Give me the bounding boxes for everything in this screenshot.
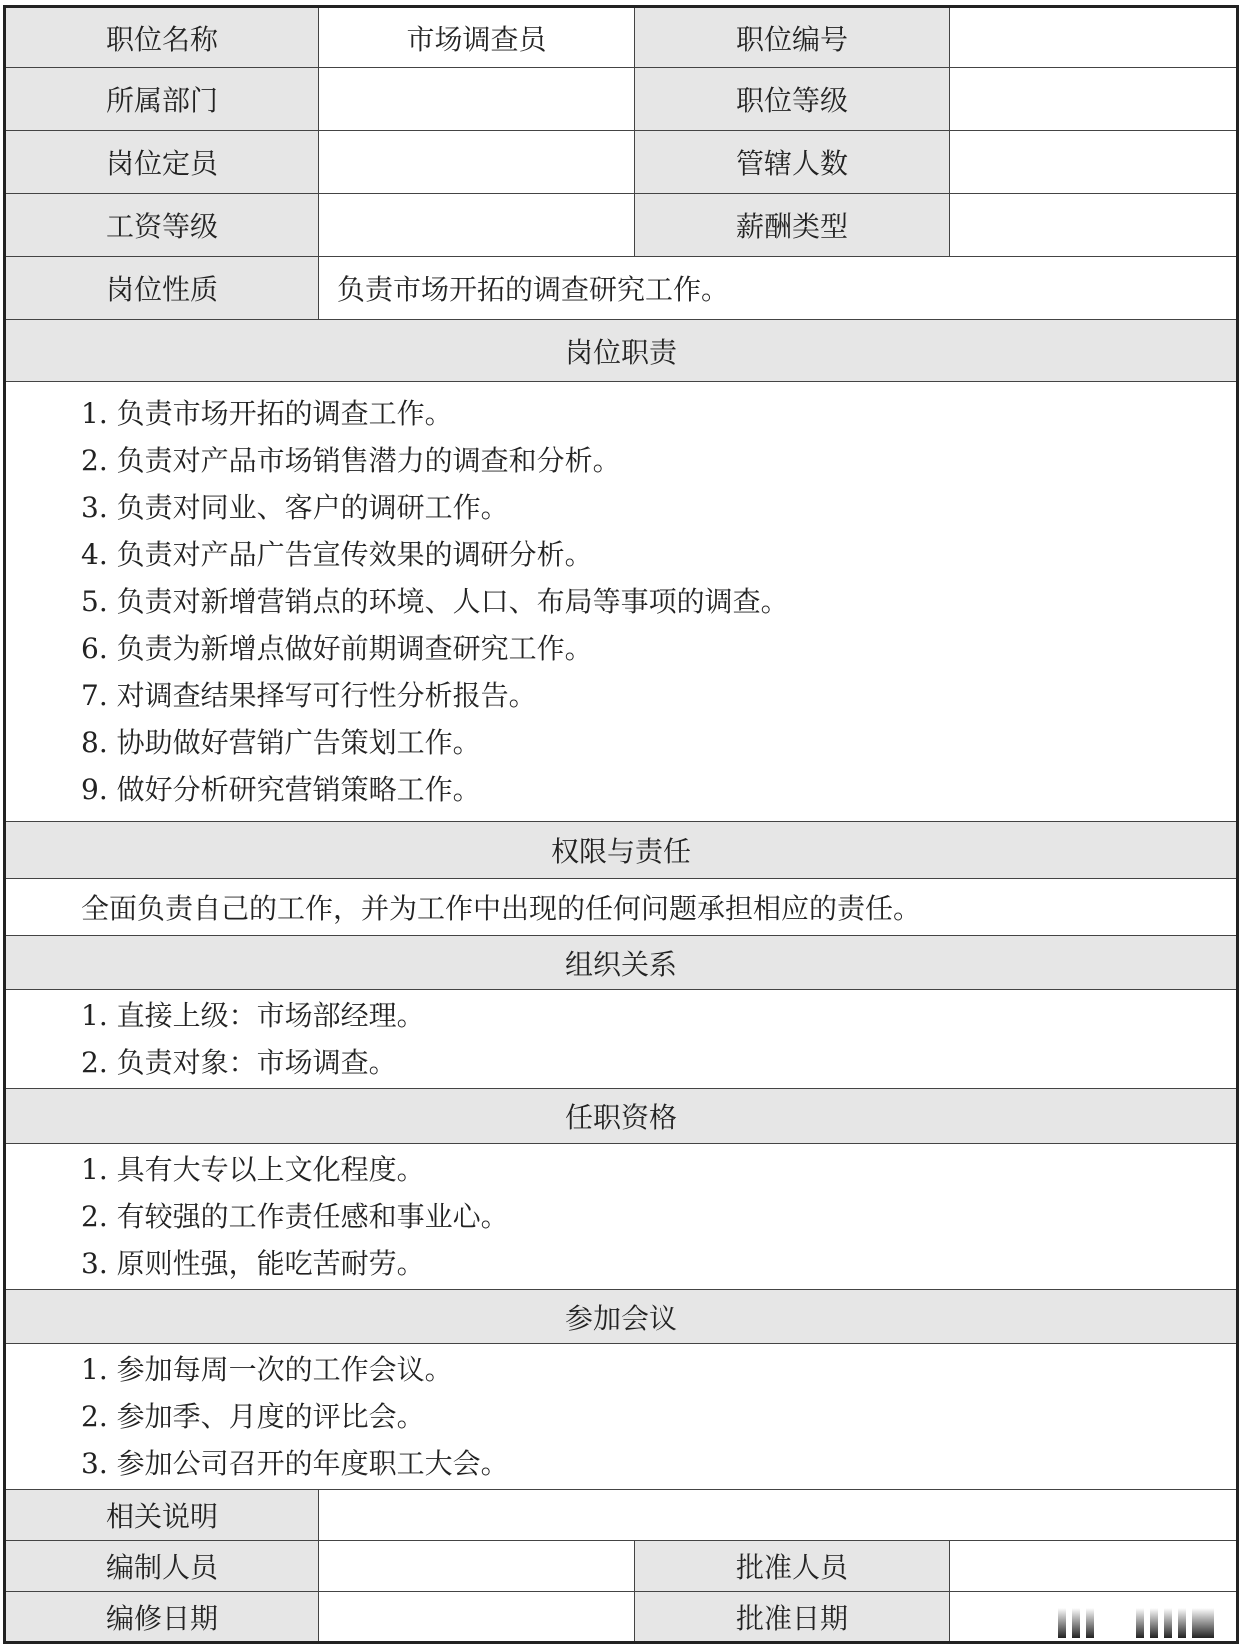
label-revision-date: 编修日期 [5,1592,319,1643]
watermark-icon [1058,1608,1214,1638]
list-item: 1. 具有大专以上文化程度。 [81,1153,425,1186]
label-approval-date: 批准日期 [635,1592,950,1643]
label-nature: 岗位性质 [5,257,319,320]
label-position-code: 职位编号 [635,7,950,68]
label-department: 所属部门 [5,68,319,131]
label-position-level: 职位等级 [635,68,950,131]
section-duties-title: 岗位职责 [5,320,1238,382]
list-item: 4. 负责对产品广告宣传效果的调研分析。 [81,538,593,571]
row-headcount [5,131,1238,194]
value-prepared-by [319,1541,635,1592]
row-salary-grade [5,194,1238,257]
list-item: 1. 直接上级：市场部经理。 [81,999,425,1032]
row-position-name [5,7,1238,68]
value-department [319,68,635,131]
list-item: 3. 原则性强，能吃苦耐劳。 [81,1247,425,1280]
value-position-name: 市场调查员 [319,7,635,68]
section-meetings-title: 参加会议 [5,1290,1238,1344]
list-item: 3. 负责对同业、客户的调研工作。 [81,491,509,524]
section-qualifications-title: 任职资格 [5,1089,1238,1144]
list-item: 2. 有较强的工作责任感和事业心。 [81,1200,509,1233]
value-notes [319,1490,1238,1541]
list-item: 2. 负责对象：市场调查。 [81,1046,397,1079]
section-org-title: 组织关系 [5,936,1238,990]
list-item: 5. 负责对新增营销点的环境、人口、布局等事项的调查。 [81,585,789,618]
value-nature: 负责市场开拓的调查研究工作。 [319,257,1238,320]
org-list [5,990,1238,1089]
authority-text: 全面负责自己的工作，并为工作中出现的任何问题承担相应的责任。 [5,879,1238,936]
value-salary-grade [319,194,635,257]
list-item: 1. 负责市场开拓的调查工作。 [81,397,453,430]
list-item: 6. 负责为新增点做好前期调查研究工作。 [81,632,593,665]
duties-list [5,382,1238,822]
label-salary-grade: 工资等级 [5,194,319,257]
value-approved-by [950,1541,1238,1592]
meetings-list [5,1344,1238,1490]
label-notes: 相关说明 [5,1490,319,1541]
job-description-table [3,5,1239,1644]
value-pay-type [950,194,1238,257]
list-item: 2. 参加季、月度的评比会。 [81,1400,425,1433]
label-approved-by: 批准人员 [635,1541,950,1592]
label-prepared-by: 编制人员 [5,1541,319,1592]
label-pay-type: 薪酬类型 [635,194,950,257]
value-revision-date [319,1592,635,1643]
list-item: 3. 参加公司召开的年度职工大会。 [81,1447,509,1480]
row-revision-date [5,1592,1238,1643]
row-department [5,68,1238,131]
value-position-level [950,68,1238,131]
list-item: 9. 做好分析研究营销策略工作。 [81,773,481,806]
qualifications-list [5,1144,1238,1290]
section-authority-title: 权限与责任 [5,822,1238,879]
list-item: 1. 参加每周一次的工作会议。 [81,1353,453,1386]
list-item: 2. 负责对产品市场销售潜力的调查和分析。 [81,444,621,477]
row-nature [5,257,1238,320]
row-prepared-by [5,1541,1238,1592]
label-headcount: 岗位定员 [5,131,319,194]
label-position-name: 职位名称 [5,7,319,68]
list-item: 7. 对调查结果择写可行性分析报告。 [81,679,537,712]
value-headcount [319,131,635,194]
label-subordinates: 管辖人数 [635,131,950,194]
list-item: 8. 协助做好营销广告策划工作。 [81,726,481,759]
row-notes [5,1490,1238,1541]
value-position-code [950,7,1238,68]
value-subordinates [950,131,1238,194]
